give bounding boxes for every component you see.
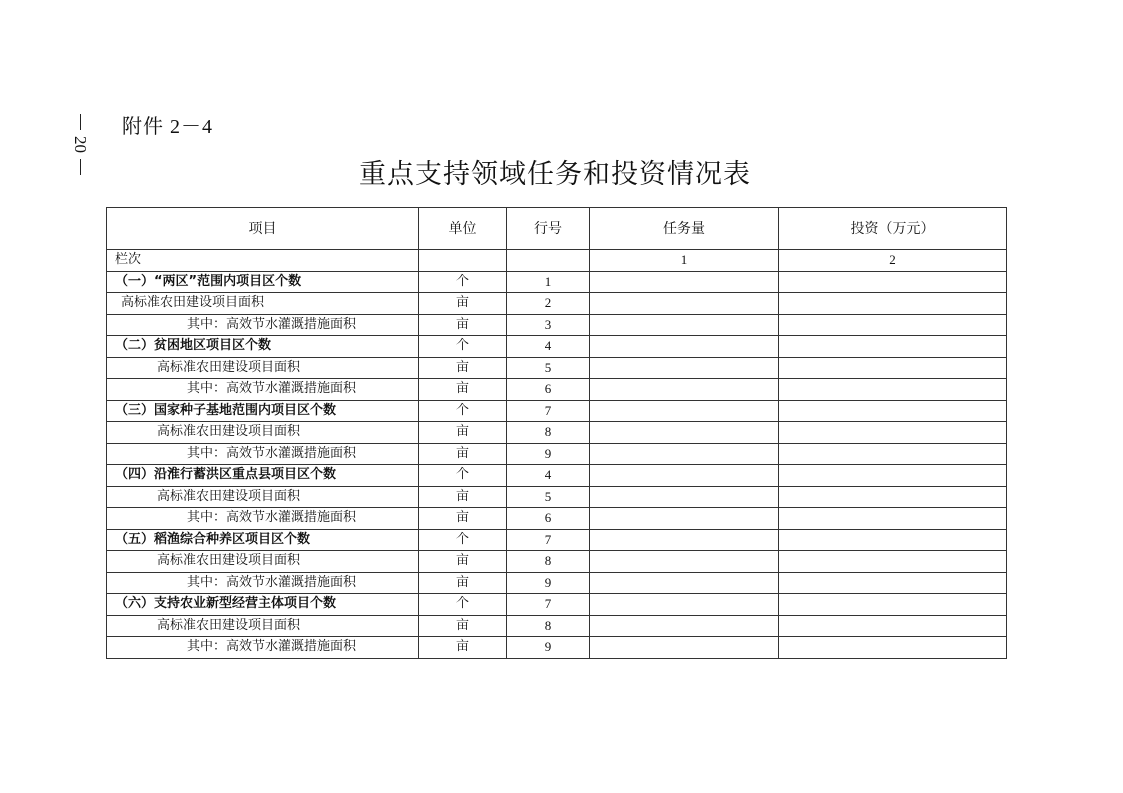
row-unit: 个 bbox=[419, 465, 507, 487]
row-unit: 亩 bbox=[419, 293, 507, 315]
row-investment bbox=[779, 486, 1007, 508]
row-investment bbox=[779, 551, 1007, 573]
row-item: 高标准农田建设项目面积 bbox=[107, 422, 419, 444]
row-item: （三）国家种子基地范围内项目区个数 bbox=[107, 400, 419, 422]
table-row bbox=[107, 293, 1007, 315]
row-unit: 亩 bbox=[419, 572, 507, 594]
row-task bbox=[590, 422, 779, 444]
row-unit: 亩 bbox=[419, 379, 507, 401]
row-unit: 亩 bbox=[419, 508, 507, 530]
row-line-no: 4 bbox=[507, 465, 590, 487]
page-number-dash-top bbox=[80, 114, 81, 130]
table-row bbox=[107, 637, 1007, 659]
row-task bbox=[590, 615, 779, 637]
row-unit: 个 bbox=[419, 594, 507, 616]
row-task bbox=[590, 551, 779, 573]
row-task bbox=[590, 271, 779, 293]
table-row bbox=[107, 336, 1007, 358]
table-row bbox=[107, 314, 1007, 336]
row-line-no: 1 bbox=[507, 271, 590, 293]
row-item: 高标准农田建设项目面积 bbox=[107, 293, 419, 315]
row-task bbox=[590, 314, 779, 336]
row-item: 其中：高效节水灌溉措施面积 bbox=[107, 443, 419, 465]
page-number-dash-bottom bbox=[80, 159, 81, 175]
row-line-no: 8 bbox=[507, 551, 590, 573]
row-line-no: 9 bbox=[507, 443, 590, 465]
task-investment-table bbox=[106, 207, 1007, 659]
column-index-row bbox=[107, 250, 1007, 272]
row-unit: 亩 bbox=[419, 551, 507, 573]
row-item: （四）沿淮行蓄洪区重点县项目区个数 bbox=[107, 465, 419, 487]
row-item: 高标准农田建设项目面积 bbox=[107, 615, 419, 637]
table-row bbox=[107, 465, 1007, 487]
row-unit: 亩 bbox=[419, 486, 507, 508]
table-row bbox=[107, 400, 1007, 422]
row-unit: 个 bbox=[419, 336, 507, 358]
row-investment bbox=[779, 271, 1007, 293]
row-investment bbox=[779, 357, 1007, 379]
row-unit: 亩 bbox=[419, 615, 507, 637]
table-row bbox=[107, 271, 1007, 293]
row-line-no: 7 bbox=[507, 594, 590, 616]
table-row bbox=[107, 572, 1007, 594]
header-investment: 投资（万元） bbox=[779, 208, 1007, 250]
row-item: （六）支持农业新型经营主体项目个数 bbox=[107, 594, 419, 616]
page-number bbox=[66, 108, 94, 181]
column-index-line bbox=[507, 250, 590, 272]
table-row bbox=[107, 443, 1007, 465]
row-unit: 亩 bbox=[419, 314, 507, 336]
row-line-no: 8 bbox=[507, 422, 590, 444]
row-item: 高标准农田建设项目面积 bbox=[107, 551, 419, 573]
row-task bbox=[590, 443, 779, 465]
row-investment bbox=[779, 314, 1007, 336]
row-task bbox=[590, 572, 779, 594]
header-line-no: 行号 bbox=[507, 208, 590, 250]
table-row bbox=[107, 486, 1007, 508]
row-investment bbox=[779, 422, 1007, 444]
row-investment bbox=[779, 594, 1007, 616]
table-header-row bbox=[107, 208, 1007, 250]
row-item: 其中：高效节水灌溉措施面积 bbox=[107, 637, 419, 659]
row-line-no: 8 bbox=[507, 615, 590, 637]
row-investment bbox=[779, 508, 1007, 530]
row-task bbox=[590, 508, 779, 530]
row-line-no: 2 bbox=[507, 293, 590, 315]
table-row bbox=[107, 594, 1007, 616]
row-line-no: 9 bbox=[507, 637, 590, 659]
attachment-label: 附件 2－4 bbox=[122, 116, 213, 138]
row-unit: 亩 bbox=[419, 637, 507, 659]
row-task bbox=[590, 379, 779, 401]
row-line-no: 4 bbox=[507, 336, 590, 358]
row-line-no: 6 bbox=[507, 379, 590, 401]
header-item: 项目 bbox=[107, 208, 419, 250]
row-unit: 个 bbox=[419, 400, 507, 422]
column-index-label: 栏次 bbox=[107, 250, 419, 272]
table-row bbox=[107, 529, 1007, 551]
row-line-no: 7 bbox=[507, 400, 590, 422]
page-number-value: 20 bbox=[71, 136, 90, 153]
row-investment bbox=[779, 615, 1007, 637]
row-unit: 个 bbox=[419, 271, 507, 293]
row-investment bbox=[779, 572, 1007, 594]
row-task bbox=[590, 357, 779, 379]
row-item: 高标准农田建设项目面积 bbox=[107, 486, 419, 508]
row-item: 其中：高效节水灌溉措施面积 bbox=[107, 508, 419, 530]
row-line-no: 7 bbox=[507, 529, 590, 551]
row-task bbox=[590, 529, 779, 551]
row-line-no: 3 bbox=[507, 314, 590, 336]
row-unit: 亩 bbox=[419, 357, 507, 379]
row-task bbox=[590, 594, 779, 616]
row-investment bbox=[779, 443, 1007, 465]
row-investment bbox=[779, 379, 1007, 401]
row-line-no: 5 bbox=[507, 486, 590, 508]
header-unit: 单位 bbox=[419, 208, 507, 250]
row-item: （五）稻渔综合种养区项目区个数 bbox=[107, 529, 419, 551]
table-row bbox=[107, 422, 1007, 444]
row-item: 高标准农田建设项目面积 bbox=[107, 357, 419, 379]
row-investment bbox=[779, 293, 1007, 315]
row-task bbox=[590, 465, 779, 487]
table-row bbox=[107, 551, 1007, 573]
column-index-investment: 2 bbox=[779, 250, 1007, 272]
row-task bbox=[590, 336, 779, 358]
row-item: 其中：高效节水灌溉措施面积 bbox=[107, 572, 419, 594]
table-row bbox=[107, 508, 1007, 530]
row-investment bbox=[779, 400, 1007, 422]
row-investment bbox=[779, 465, 1007, 487]
page-title: 重点支持领域任务和投资情况表 bbox=[359, 159, 751, 190]
row-task bbox=[590, 293, 779, 315]
table-row bbox=[107, 615, 1007, 637]
row-item: 其中：高效节水灌溉措施面积 bbox=[107, 314, 419, 336]
row-line-no: 9 bbox=[507, 572, 590, 594]
table-row bbox=[107, 357, 1007, 379]
row-investment bbox=[779, 529, 1007, 551]
row-task bbox=[590, 400, 779, 422]
row-unit: 亩 bbox=[419, 422, 507, 444]
row-item: 其中：高效节水灌溉措施面积 bbox=[107, 379, 419, 401]
row-investment bbox=[779, 637, 1007, 659]
row-task bbox=[590, 486, 779, 508]
table-row bbox=[107, 379, 1007, 401]
row-line-no: 6 bbox=[507, 508, 590, 530]
column-index-unit bbox=[419, 250, 507, 272]
row-item: （二）贫困地区项目区个数 bbox=[107, 336, 419, 358]
row-unit: 亩 bbox=[419, 443, 507, 465]
row-task bbox=[590, 637, 779, 659]
row-unit: 个 bbox=[419, 529, 507, 551]
header-task: 任务量 bbox=[590, 208, 779, 250]
row-line-no: 5 bbox=[507, 357, 590, 379]
column-index-task: 1 bbox=[590, 250, 779, 272]
row-item: （一）“两区”范围内项目区个数 bbox=[107, 271, 419, 293]
row-investment bbox=[779, 336, 1007, 358]
